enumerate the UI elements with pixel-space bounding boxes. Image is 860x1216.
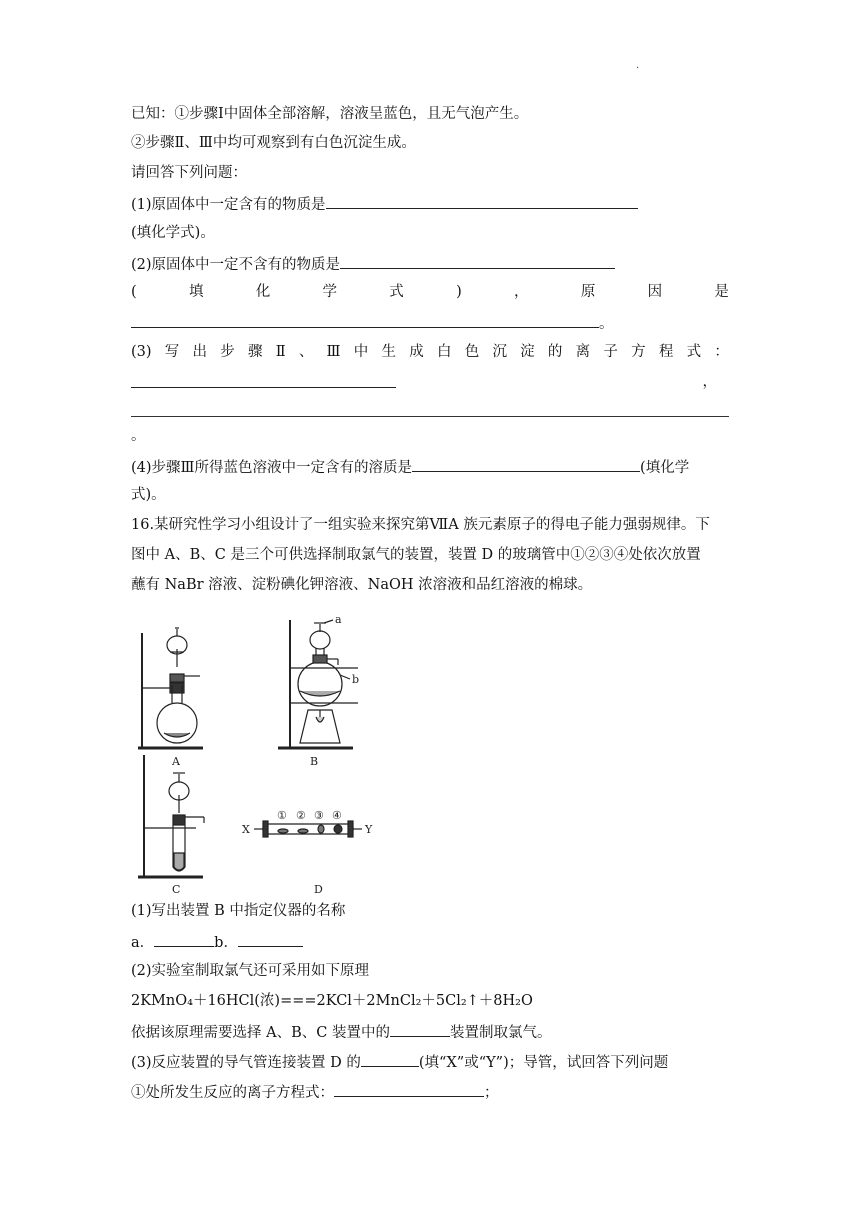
q3-part: (3): [131, 344, 152, 360]
sub3-text-b: (填“X”或“Y”)；导管，试回答下列问题: [418, 1055, 669, 1071]
label-2: ②: [296, 809, 306, 822]
q3-part: 骤: [247, 344, 263, 360]
known-line-2: ②步骤Ⅱ、Ⅲ中均可观察到有白色沉淀生成。: [131, 135, 416, 151]
q3-part: 程: [658, 344, 674, 360]
q1-text: (1)原固体中一定含有的物质是: [131, 197, 326, 213]
sub3-line: [131, 1051, 668, 1073]
q3-comma: ，: [702, 374, 717, 390]
sub2-line: (2)实验室制取氯气还可采用如下原理: [131, 963, 370, 979]
q2-part: ，: [514, 284, 529, 300]
q2-part: 原: [580, 284, 596, 300]
sub1-line: (1)写出装置 B 中指定仪器的名称: [131, 903, 346, 919]
q4-line: [131, 456, 689, 478]
q2-text: (2)原固体中一定不含有的物质是: [131, 257, 341, 273]
q2-reason-line: [131, 282, 729, 302]
q3-part: ：: [714, 344, 729, 360]
sub3-text-c: ①处所发生反应的离子方程式：: [131, 1085, 334, 1101]
q3-part: Ⅱ: [275, 344, 286, 360]
q16-line-2: 图中 A、B、C 是三个可供选择制取氯气的装置，装置 D 的玻璃管中①②③④处依次放置: [131, 547, 701, 563]
q4-text: (4)步骤Ⅲ所得蓝色溶液中一定含有的溶质是: [131, 460, 413, 476]
label-b: b: [352, 673, 360, 686]
sub1-b-label: b．: [214, 935, 238, 951]
q3-part: 步: [220, 344, 235, 360]
q3-part: 、: [298, 344, 314, 360]
q2-line: [131, 253, 615, 275]
q2-reason-blank[interactable]: [131, 312, 599, 328]
q3-part: 白: [436, 344, 452, 360]
label-D: D: [314, 883, 323, 895]
label-B: B: [310, 755, 319, 768]
q3-part: 沉: [492, 344, 507, 360]
q2-part: 化: [255, 284, 271, 300]
sub1-a-blank[interactable]: [154, 931, 214, 947]
apparatus-B: [278, 620, 358, 748]
q3-end: 。: [131, 428, 146, 444]
sub3-text-a: (3)反应装置的导气管连接装置 D 的: [131, 1055, 361, 1071]
apparatus-C: [138, 755, 204, 877]
sub3-answer-blank[interactable]: [361, 1051, 419, 1067]
q3-line: [131, 342, 729, 362]
q2-part: 因: [647, 284, 663, 300]
q3-part: 色: [464, 344, 480, 360]
label-3: ③: [314, 809, 324, 822]
question-prompt: 请回答下列问题：: [131, 165, 247, 181]
q2-part: (: [131, 284, 137, 300]
sub2-text-a: 依据该原理需要选择 A、B、C 装置中的: [131, 1025, 390, 1041]
sub1-b-blank[interactable]: [238, 931, 303, 947]
sub2-choose-line: [131, 1021, 551, 1043]
q3-blank-line: [131, 372, 729, 394]
label-C: C: [172, 883, 181, 895]
label-X: X: [242, 823, 250, 836]
sub1-a-label: a．: [131, 935, 155, 951]
q2-reason-blank-line: [131, 312, 614, 334]
apparatus-figure: [128, 605, 388, 895]
q2-part: 学: [322, 284, 338, 300]
q3-part: 方: [631, 344, 646, 360]
sub2-answer-blank[interactable]: [390, 1021, 450, 1037]
q1-note: (填化学式)。: [131, 225, 215, 241]
q3-part: 子: [603, 344, 618, 360]
known-line-1: 已知：①步骤Ⅰ中固体全部溶解，溶液呈蓝色，且无气泡产生。: [131, 106, 529, 122]
label-A: A: [172, 755, 180, 768]
q2-end: 。: [599, 316, 614, 332]
q3-part: 离: [575, 344, 591, 360]
label-Y: Y: [365, 823, 373, 836]
q2-answer-blank[interactable]: [340, 253, 615, 269]
q3-part: 式: [686, 344, 702, 360]
q2-part: ): [456, 284, 462, 300]
q3-part: 生: [381, 344, 396, 360]
q3-part: 出: [192, 344, 208, 360]
q1-answer-blank[interactable]: [326, 193, 638, 209]
sub3-equation-line: [131, 1081, 499, 1103]
q3-part: 中: [353, 344, 369, 360]
label-a: a: [335, 613, 342, 626]
q2-part: 是: [714, 284, 729, 300]
sub3-text-d: ；: [484, 1085, 499, 1101]
label-1: ①: [277, 809, 287, 822]
q3-equation-blank-2[interactable]: [131, 416, 729, 417]
q16-line-3: 蘸有 NaBr 溶液、淀粉碘化钾溶液、NaOH 浓溶液和品红溶液的棉球。: [131, 577, 593, 593]
q4-tail-2: 式)。: [131, 487, 166, 503]
q1-line: [131, 193, 638, 215]
q3-part: 写: [164, 344, 180, 360]
q3-part: 的: [547, 344, 563, 360]
q2-part: 填: [188, 284, 204, 300]
q3-part: Ⅲ: [326, 344, 341, 360]
q3-part: 成: [409, 344, 424, 360]
q4-answer-blank[interactable]: [412, 456, 640, 472]
sub2-equation: 2KMnO₄＋16HCl(浓)===2KCl＋2MnCl₂＋5Cl₂↑＋8H₂O: [131, 993, 533, 1009]
q2-part: 式: [389, 284, 404, 300]
apparatus-A: [138, 628, 203, 748]
q4-tail: (填化学: [640, 460, 690, 476]
sub3-equation-blank[interactable]: [334, 1081, 484, 1097]
q3-equation-blank-1[interactable]: [131, 372, 396, 388]
q3-part: 淀: [520, 344, 535, 360]
page-mark: .: [636, 60, 640, 71]
sub2-text-b: 装置制取氯气。: [449, 1025, 552, 1041]
label-4: ④: [332, 809, 342, 822]
apparatus-D: [254, 821, 362, 837]
sub1-blanks: [131, 931, 303, 953]
q16-line-1: 16.某研究性学习小组设计了一组实验来探究第ⅦA 族元素原子的得电子能力强弱规律。下: [131, 517, 710, 533]
